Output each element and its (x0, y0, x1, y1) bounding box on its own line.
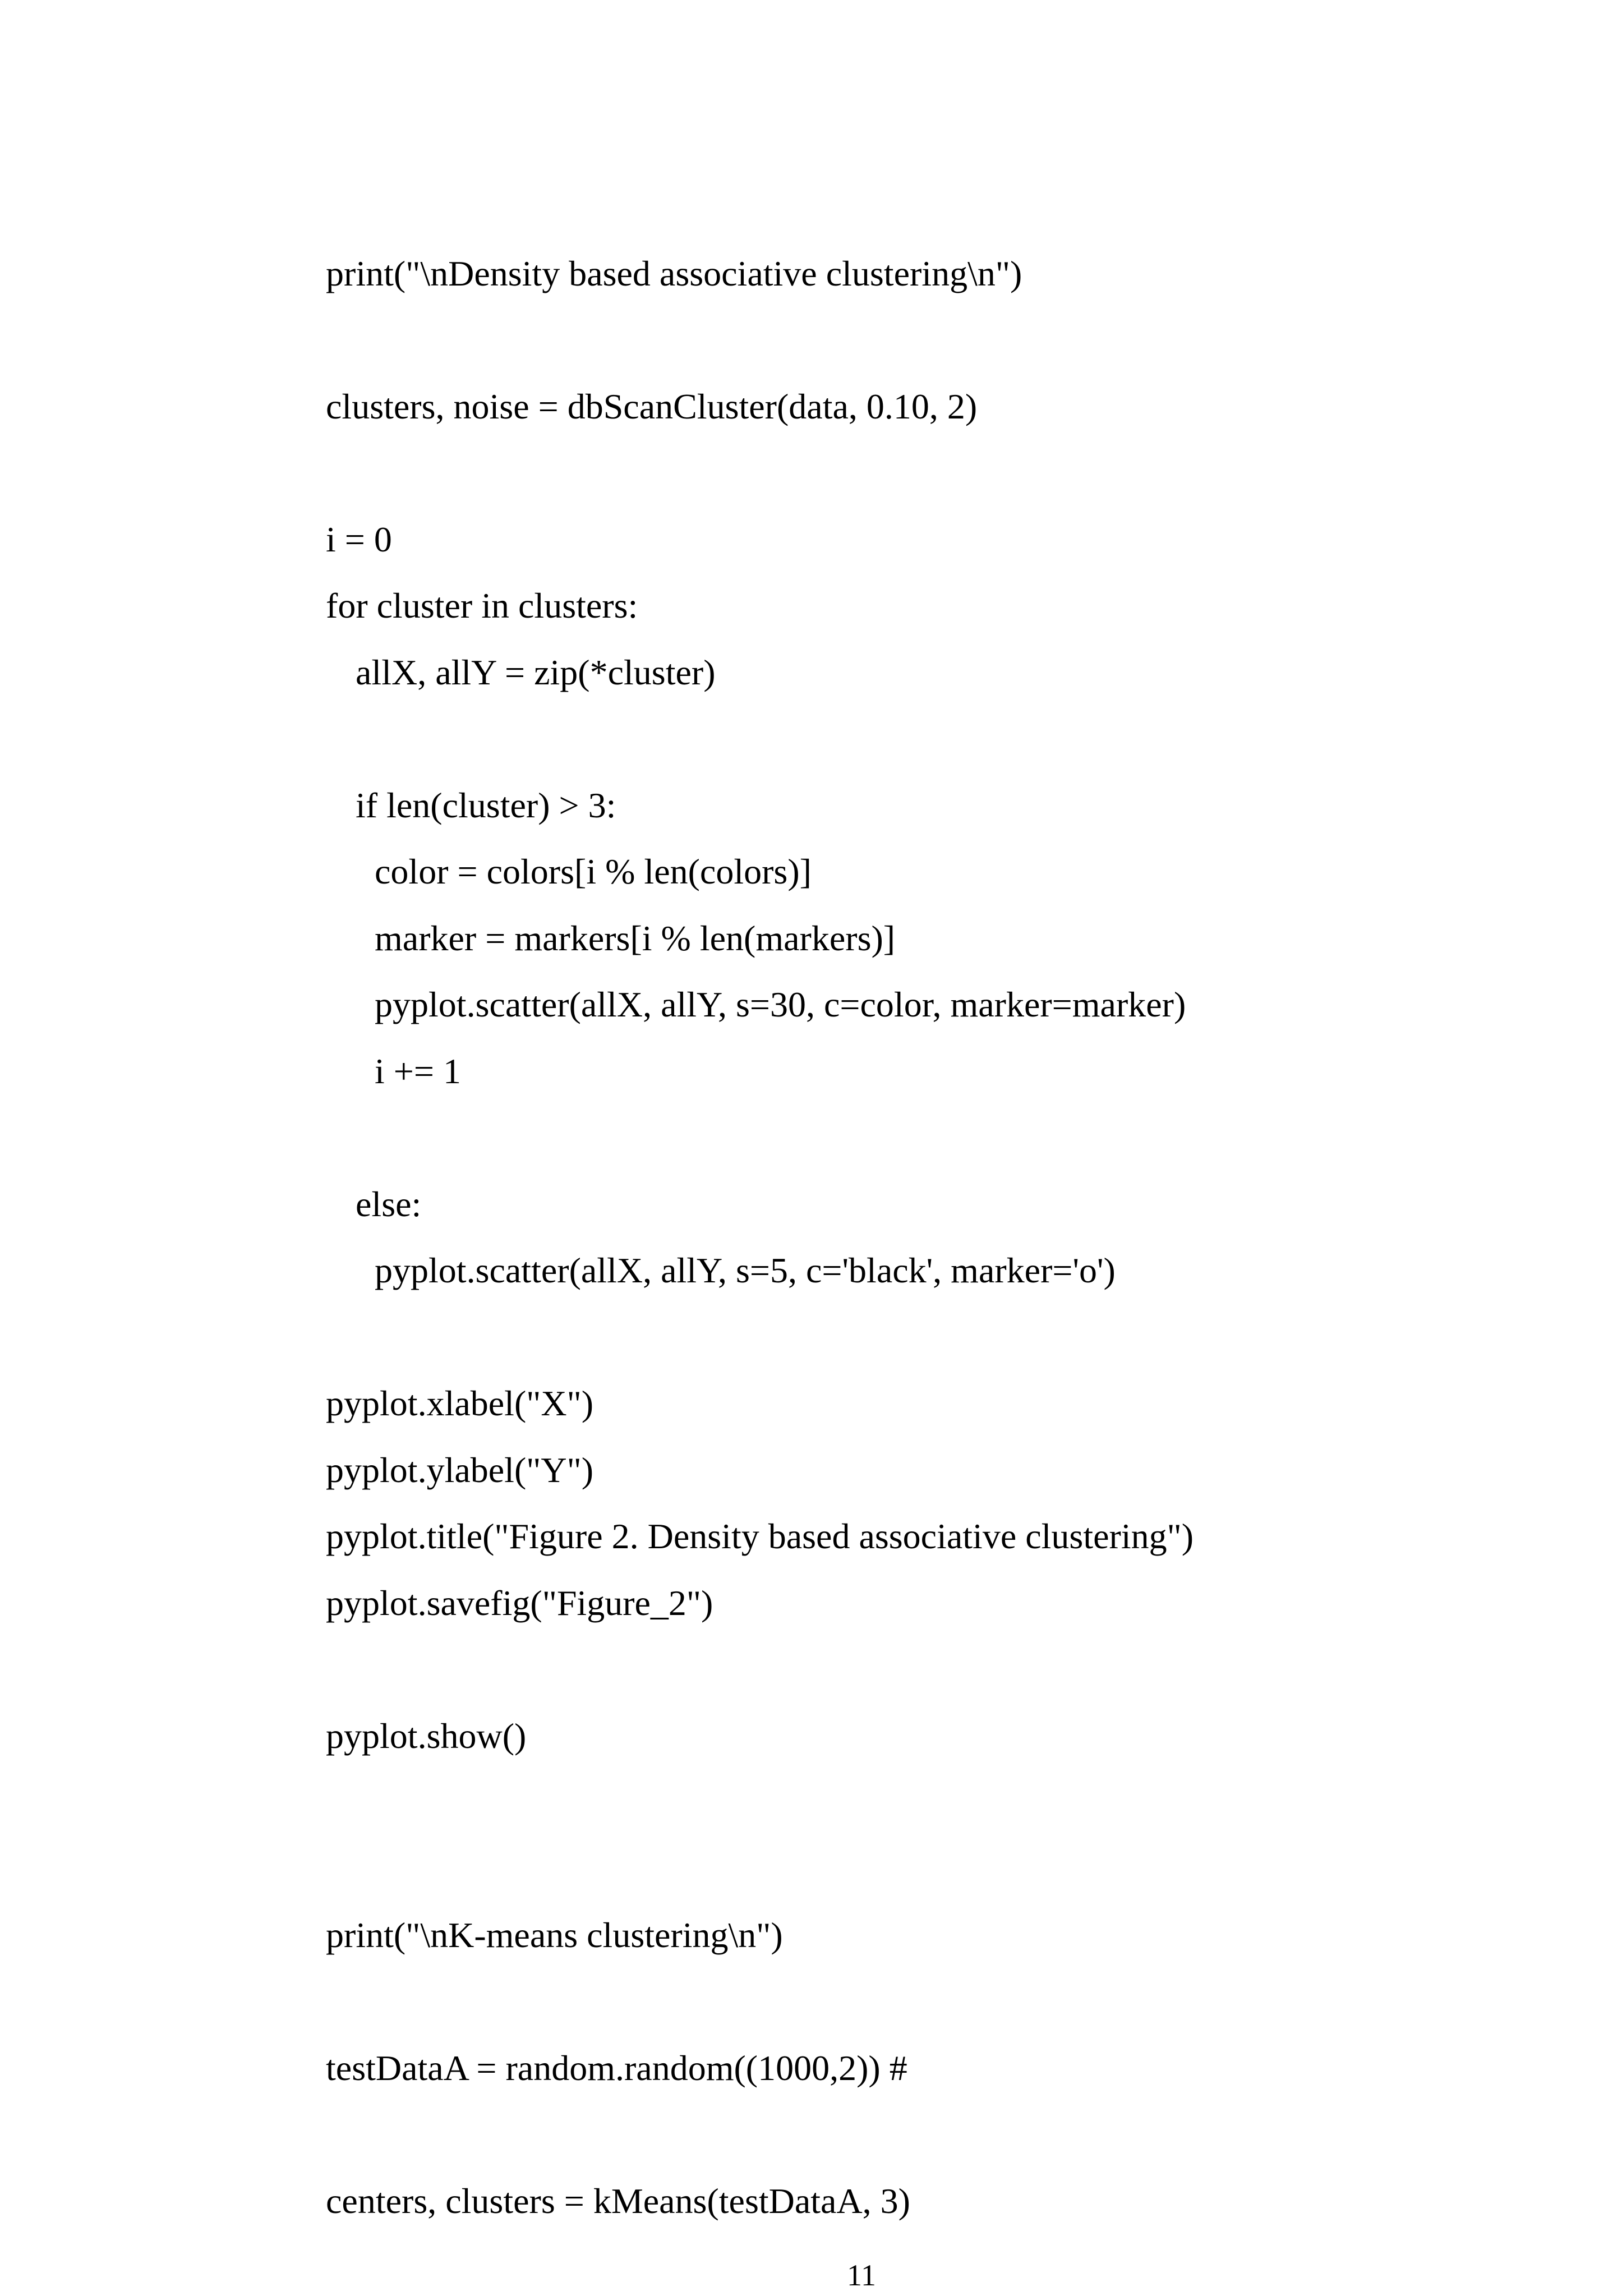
code-line-15: pyplot.title("Figure 2. Density based associative clustering") (326, 1516, 1194, 1556)
code-line-7: color = colors[i % len(colors)] (375, 852, 812, 891)
code-line-4: for cluster in clusters: (326, 586, 638, 625)
code-line-11: else: (356, 1184, 422, 1224)
page-number: 11 (847, 2258, 876, 2292)
code-line-14: pyplot.ylabel("Y") (326, 1450, 594, 1490)
code-line-8: marker = markers[i % len(markers)] (375, 918, 896, 958)
code-line-19: testDataA = random.random((1000,2)) # (326, 2048, 907, 2088)
code-line-9: pyplot.scatter(allX, allY, s=30, c=color, marker=marker) (375, 984, 1186, 1024)
code-line-3: i = 0 (326, 519, 392, 559)
code-line-10: i += 1 (375, 1051, 461, 1091)
code-line-13: pyplot.xlabel("X") (326, 1383, 594, 1423)
code-line-6: if len(cluster) > 3: (356, 785, 616, 825)
code-line-2: clusters, noise = dbScanCluster(data, 0.10, 2) (326, 386, 978, 426)
code-line-5: allX, allY = zip(*cluster) (356, 652, 716, 692)
code-line-12: pyplot.scatter(allX, allY, s=5, c='black', marker='o') (375, 1250, 1116, 1290)
code-line-1: print("\nDensity based associative clustering\n") (326, 254, 1022, 293)
code-line-18: print("\nK-means clustering\n") (326, 1915, 783, 1955)
code-line-20: centers, clusters = kMeans(testDataA, 3) (326, 2181, 910, 2221)
code-line-16: pyplot.savefig("Figure_2") (326, 1583, 713, 1623)
code-line-17: pyplot.show() (326, 1716, 527, 1756)
